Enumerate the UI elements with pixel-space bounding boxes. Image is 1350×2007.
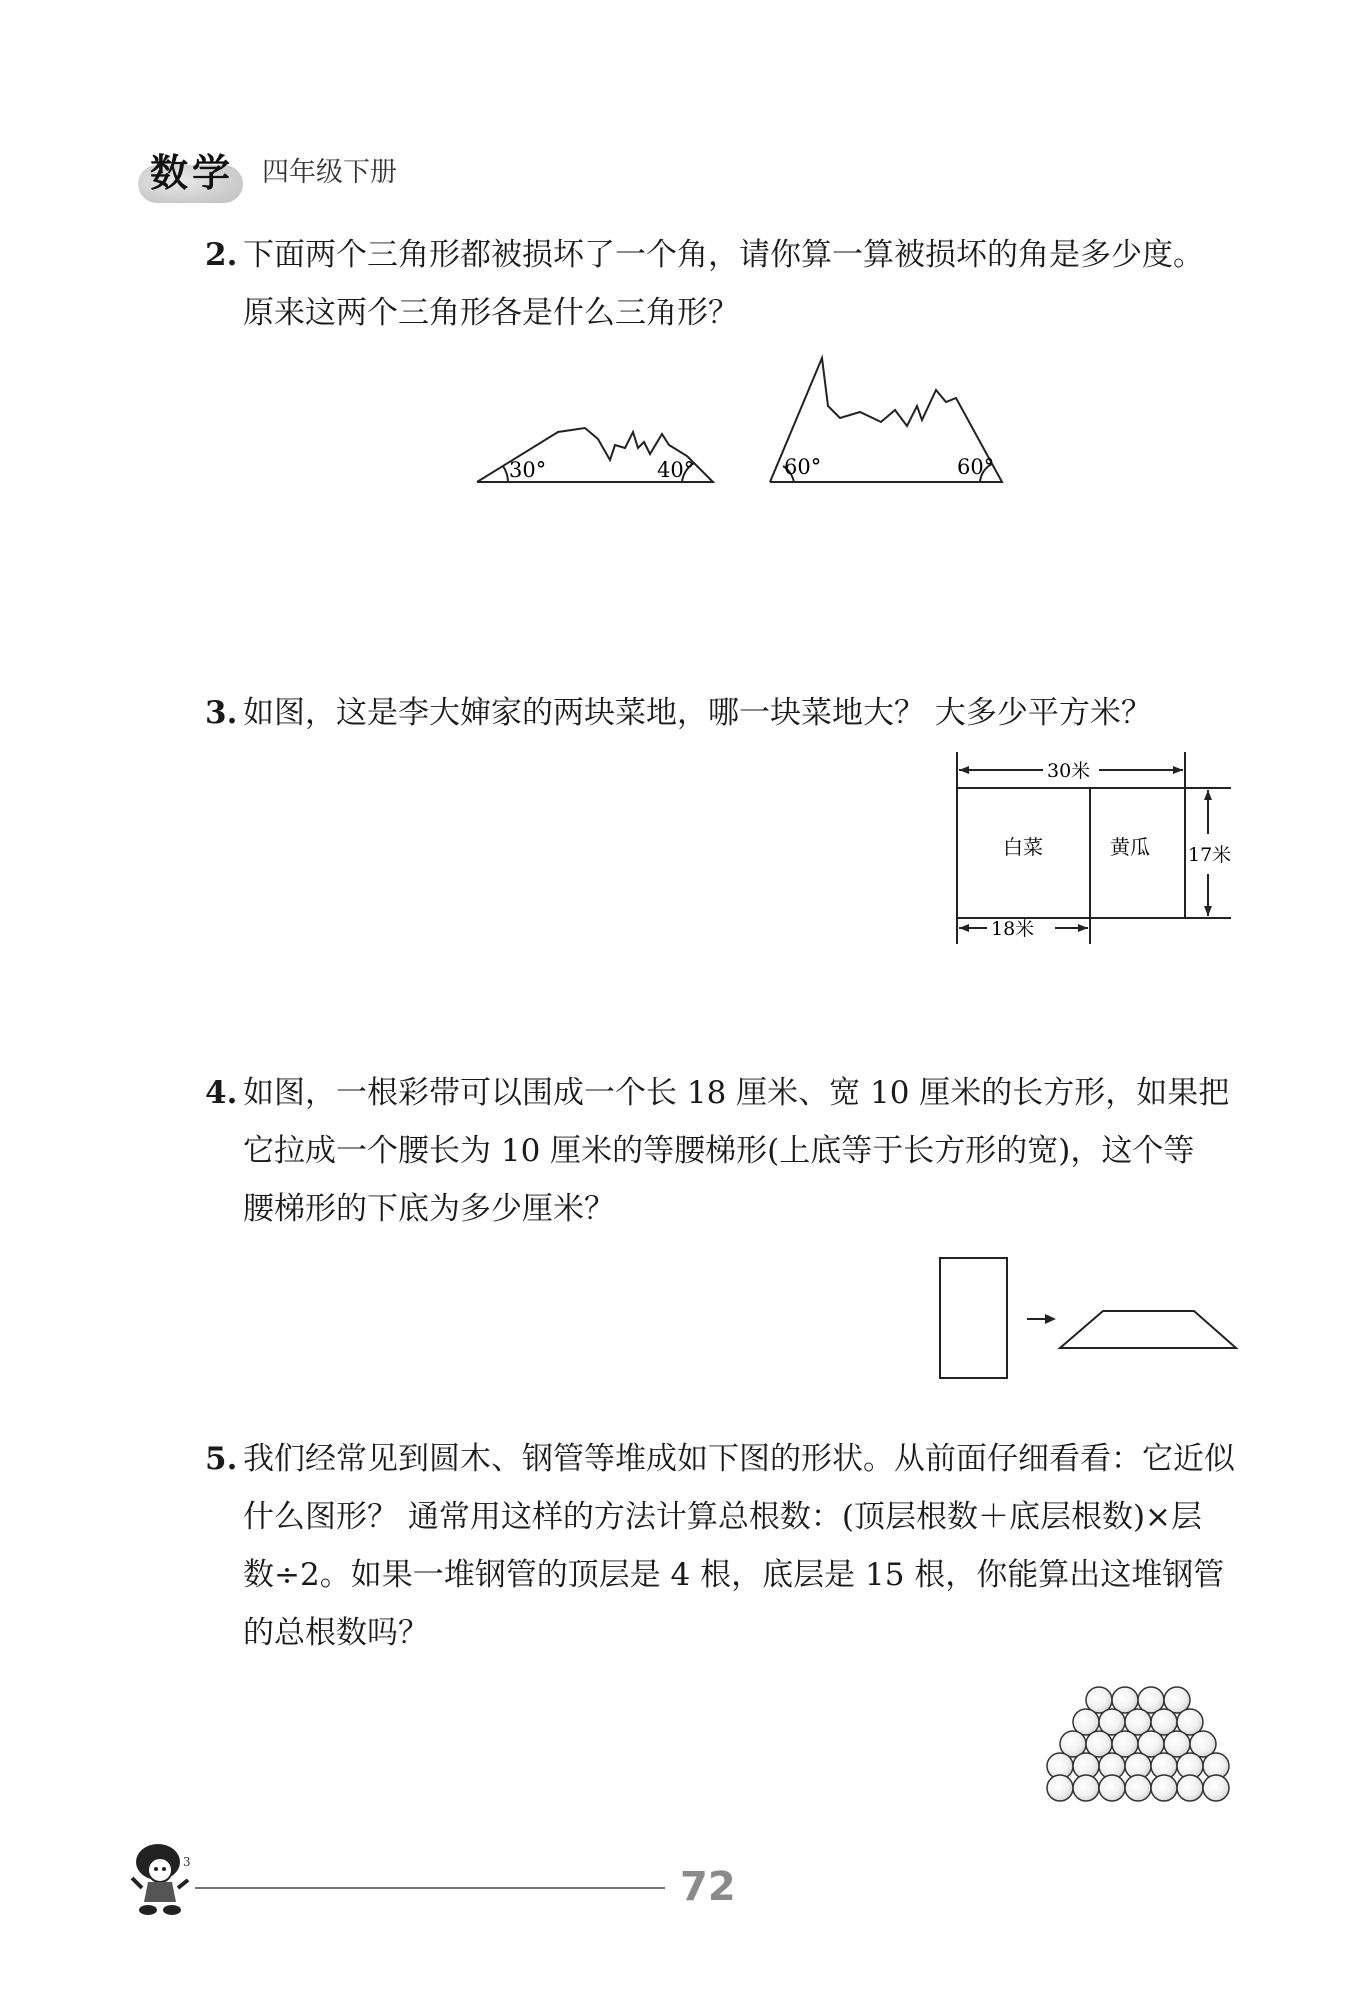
plot-label: 黄瓜 [1110,835,1150,859]
page-number: 72 [680,1864,736,1910]
question-2 [205,226,1245,342]
pipe-stack-figure [1045,1680,1245,1815]
mascot-icon [128,1840,198,1920]
question-text: 数÷2。如果一堆钢管的顶层是 4 根，底层是 15 根，你能算出这堆钢管 [243,1557,1225,1593]
angle-label: 60° [784,455,822,479]
damaged-triangles-figure [470,350,1030,490]
dimension-label: 30米 [1047,760,1091,782]
question-number: 2. [205,237,238,273]
question-text: 腰梯形的下底为多少厘米？ [243,1191,615,1227]
plot-label: 白菜 [1003,835,1043,859]
pipe-circles [1047,1687,1229,1801]
question-text: 原来这两个三角形各是什么三角形？ [243,295,739,331]
question-text: 的总根数吗？ [243,1615,429,1651]
question-5 [205,1430,1245,1662]
question-number: 5. [205,1441,238,1477]
angle-label: 40° [657,458,695,482]
question-text: 如图，一根彩带可以围成一个长 18 厘米、宽 10 厘米的长方形，如果把 [243,1075,1230,1111]
question-text: 如图，这是李大婶家的两块菜地，哪一块菜地大？ 大多少平方米？ [243,695,1152,731]
subject-title: 数学 [150,151,235,195]
dimension-label: 17米 [1188,844,1232,866]
grade-label: 四年级下册 [262,157,397,188]
question-number: 4. [205,1075,238,1111]
question-number: 3. [205,695,238,731]
svg-text:3: 3 [183,1855,191,1869]
question-text: 它拉成一个腰长为 10 厘米的等腰梯形(上底等于长方形的宽)，这个等 [243,1133,1195,1169]
dimension-label: 18米 [991,918,1035,940]
question-text: 什么图形？ 通常用这样的方法计算总根数：(顶层根数＋底层根数)×层 [243,1499,1203,1535]
question-3 [205,684,1245,742]
rectangle-to-trapezoid-figure [930,1255,1250,1385]
footer-rule [195,1887,665,1889]
question-text: 我们经常见到圆木、钢管等堆成如下图的形状。从前面仔细看看：它近似 [243,1441,1235,1477]
question-text: 下面两个三角形都被损坏了一个角，请你算一算被损坏的角是多少度。 [243,237,1204,273]
vegetable-plots-figure [945,752,1245,962]
angle-label: 60° [957,455,995,479]
question-4 [205,1064,1245,1238]
angle-label: 30° [509,458,547,482]
